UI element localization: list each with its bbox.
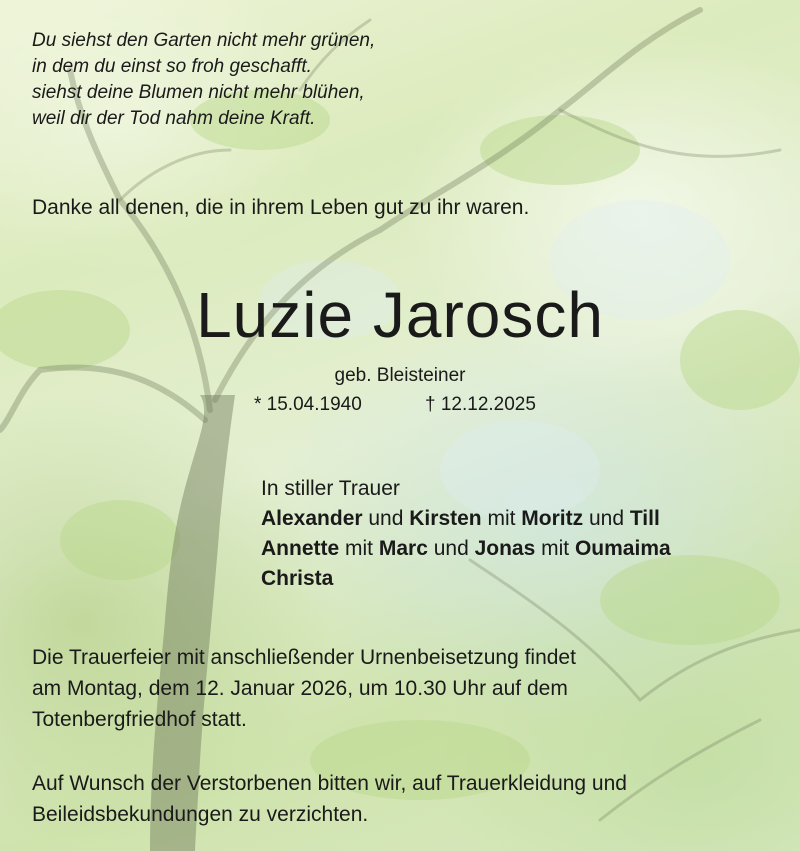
ceremony-line: Die Trauerfeier mit anschließender Urnenbeisetzung findet	[32, 646, 576, 669]
poem-line: siehst deine Blumen nicht mehr blühen,	[32, 82, 365, 103]
thanks-text: Danke all denen, die in ihrem Leben gut zu ihr waren.	[32, 196, 530, 219]
connector-word: und	[583, 507, 630, 530]
mourner-name: Jonas	[474, 537, 536, 560]
connector-word: mit	[339, 537, 379, 560]
mourners-block	[261, 474, 671, 594]
connector-word: mit	[535, 537, 575, 560]
poem-line: Du siehst den Garten nicht mehr grünen,	[32, 30, 376, 51]
mourners-row	[261, 534, 671, 564]
mourners-row	[261, 564, 671, 594]
mourners-row	[261, 504, 671, 534]
wish-note	[32, 768, 627, 830]
connector-word: mit	[481, 507, 522, 530]
ceremony-info	[32, 642, 576, 735]
wish-line: Auf Wunsch der Verstorbenen bitten wir, auf Trauerkleidung und	[32, 772, 627, 795]
poem-line: weil dir der Tod nahm deine Kraft.	[32, 108, 316, 129]
mourner-name: Alexander	[261, 507, 363, 530]
ceremony-line: am Montag, dem 12. Januar 2026, um 10.30 Uhr auf dem	[32, 677, 568, 700]
death-date: † 12.12.2025	[425, 394, 536, 415]
poem-line: in dem du einst so froh geschafft.	[32, 56, 312, 77]
poem	[32, 28, 375, 132]
mourner-name: Moritz	[521, 507, 584, 530]
connector-word: und	[427, 537, 475, 560]
mourner-name: Till	[629, 507, 660, 530]
mourner-name: Kirsten	[409, 507, 482, 530]
born-name: geb. Bleisteiner	[334, 365, 466, 386]
mourner-name: Oumaima	[574, 537, 671, 560]
mourner-name: Annette	[261, 537, 340, 560]
mourner-name: Marc	[378, 537, 428, 560]
connector-word: und	[362, 507, 410, 530]
wish-line: Beileidsbekundungen zu verzichten.	[32, 803, 369, 826]
mourner-name: Christa	[261, 567, 334, 590]
mourning-intro: In stiller Trauer	[261, 477, 400, 500]
deceased-name: Luzie Jarosch	[196, 279, 604, 351]
ceremony-line: Totenbergfriedhof statt.	[32, 708, 247, 731]
birth-date: * 15.04.1940	[254, 394, 362, 415]
